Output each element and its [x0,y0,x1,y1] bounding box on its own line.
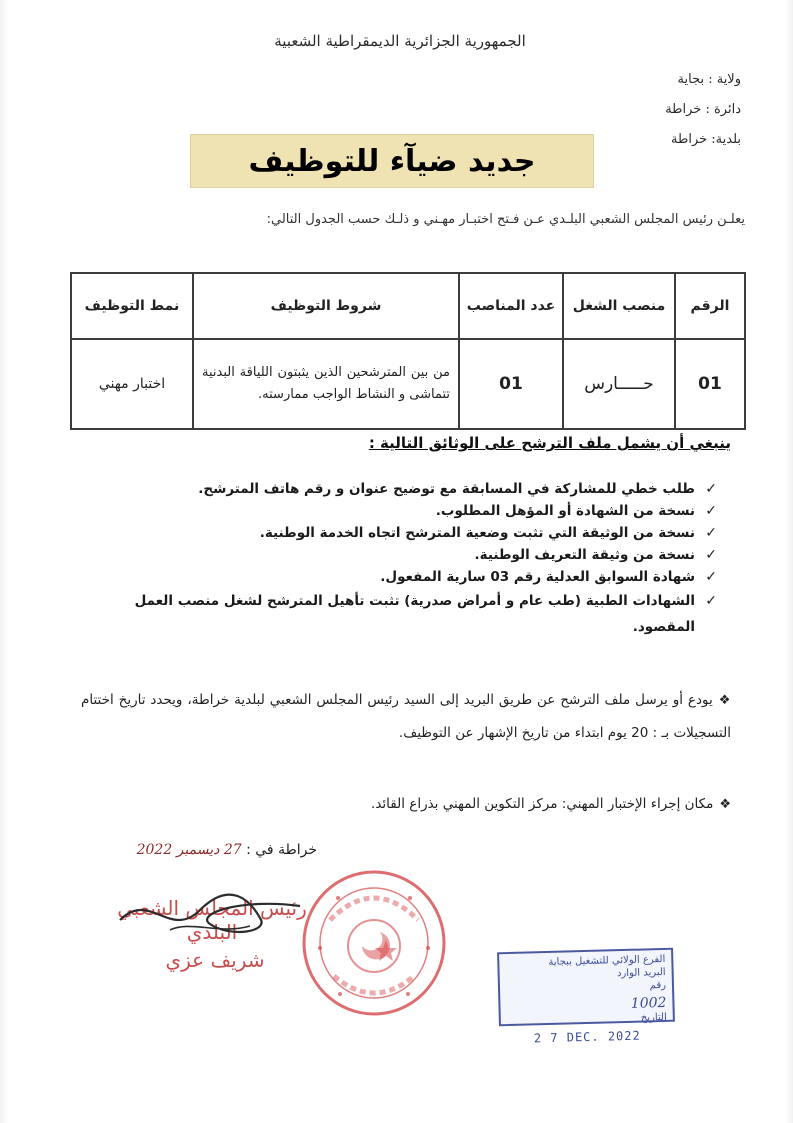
document-text: نسخة من الوثيقة التي تثبت وضعية المترشح اتجاه الخدمة الوطنية. [259,525,695,541]
daira-label: دائرة : خراطة [665,102,741,117]
document-text: نسخة من وثيقة التعريف الوطنية. [474,547,695,563]
list-item [93,478,717,500]
document-text: طلب خطي للمشاركة في المسابقة مع توضيح عنوان و رقم هاتف المترشح. [198,481,695,497]
row-count: 01 [459,339,563,429]
header-conditions: شروط التوظيف [193,273,459,339]
row-mode: اختبار مهني [71,339,193,429]
row-number: 01 [675,339,745,429]
row-position: حـــــارس [563,339,675,429]
wilaya-label: ولاية : بجاية [677,72,741,87]
place-label: خراطة في : [246,842,317,858]
document-text: الشهادات الطبية (طب عام و أمراض صدرية) تثبت تأهيل المترشح لشغل منصب العمل المقصود. [134,593,695,635]
commune-label: بلدية: خراطة [671,132,741,147]
list-item [93,522,717,544]
checkmark-icon: ✓ [705,481,717,497]
row-conditions: من بين المترشحين الذين يثبتون اللياقة البدنية تتماشى و النشاط الواجب ممارسته. [193,339,459,429]
checkmark-icon: ✓ [705,503,717,519]
stamp-office: البريد الوارد [616,966,666,980]
header-position: منصب الشغل [563,273,675,339]
list-item [93,544,717,566]
job-table [70,272,746,430]
stamp-org: الفرع الولائي للتشغيل ببجاية [548,953,666,968]
signatory-name: شريف عزي [165,948,265,972]
header-number: الرقم [675,273,745,339]
header-count: عدد المناصب [459,273,563,339]
republic-header: الجمهورية الجزائرية الديمقراطية الشعبية [274,32,526,50]
diamond-bullet-icon: ❖ [718,693,731,708]
signature-scribble-icon [110,880,310,950]
stamp-number: 1002 [630,994,667,1012]
submission-text: يودع أو يرسل ملف الترشح عن طريق البريد إلى السيد رئيس المجلس الشعبي لبلدية خراطة، ويحدد تاريخ اختتام التسجيلات بـ : 20 يوم ابتداء من تاريخ الإشهار عن التوظيف. [81,692,731,741]
documents-list [93,478,717,640]
received-mail-stamp [497,948,675,1046]
checkmark-icon: ✓ [705,547,717,563]
list-item [93,566,717,588]
checkmark-icon: ✓ [705,525,717,541]
handwritten-date: 27 ديسمبر 2022 [136,842,242,858]
recruitment-banner: جديد ضيآء للتوظيف [190,134,594,188]
submission-note [81,684,731,750]
stamp-number-label: رقم [649,979,667,992]
signatory-title: رئيس المجلس الشعبي البلدي [117,896,307,944]
table-row [71,339,745,429]
list-item [93,500,717,522]
checkmark-icon: ✓ [705,593,717,609]
document-text: شهادة السوابق العدلية رقم 03 سارية المفعول. [380,569,695,585]
checkmark-icon: ✓ [705,569,717,585]
signature-date [92,842,317,858]
header-mode: نمط التوظيف [71,273,193,339]
job-table-header-row [71,273,745,339]
announcement-intro: يعلـن رئيس المجلس الشعبي البلـدي عـن فـتح اختبـار مهـني و ذلـك حسب الجدول التالي: [266,212,745,227]
location-text: مكان إجراء الإختبار المهني: مركز التكوين المهني بذراع القائد. [371,796,714,812]
documents-heading: ينبغي أن يشمل ملف الترشح على الوثائق التالية : [368,434,731,452]
location-note [81,792,731,817]
diamond-bullet-icon: ❖ [719,797,731,812]
document-text: نسخة من الشهادة أو المؤهل المطلوب. [435,503,695,519]
list-item [93,588,717,640]
stamp-date: 2 7 DEC. 2022 [533,1028,641,1046]
stamp-date-label: التاريخ [640,1011,667,1024]
